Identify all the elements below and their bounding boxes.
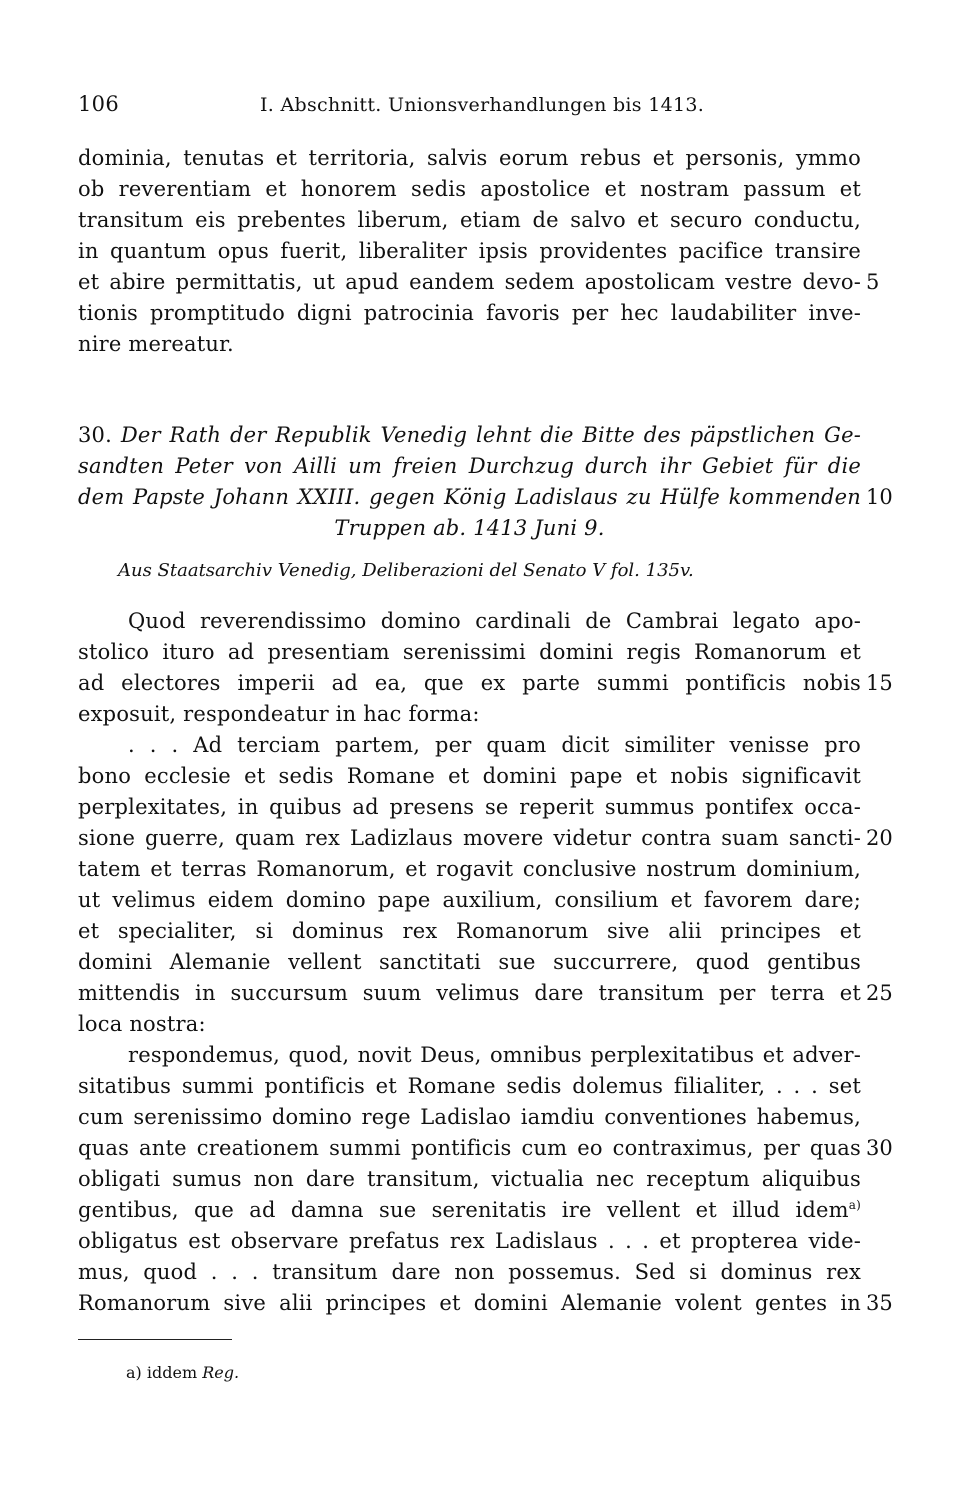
document-number: 30. (78, 423, 112, 447)
text-line: ob reverentiam et honorem sedis apostolice et nostram passum et (78, 177, 861, 201)
page-header (78, 92, 878, 122)
text-line: perplexitates, in quibus ad presens se reperit summus pontifex occa- (78, 795, 861, 819)
line-number: 30 (866, 1136, 893, 1160)
footnote-source: Reg. (202, 1363, 240, 1382)
footnote-rule (78, 1339, 232, 1340)
text-line: ut velimus eidem domino pape auxilium, consilium et favorem dare; (78, 888, 861, 912)
text-line: et abire permittatis, ut apud eandem sedem apostolicam vestre devo- (78, 270, 861, 294)
text-line: respondemus, quod, novit Deus, omnibus perplexitatibus et adver- (128, 1043, 861, 1067)
line-number: 20 (866, 826, 893, 850)
text-line: transitum eis prebentes liberum, etiam de salvo et securo conductu, (78, 208, 861, 232)
text-line: Romanorum sive alii principes et domini Alemanie volent gentes in (78, 1291, 861, 1315)
line-number: 5 (866, 270, 880, 294)
text-line: mittendis in succursum suum velimus dare transitum per terra et (78, 981, 861, 1005)
text-line: loca nostra: (78, 1012, 206, 1036)
running-title: I. Abschnitt. Unionsverhandlungen bis 1413. (260, 94, 705, 116)
text-line (78, 1195, 861, 1226)
text-line: ad electores imperii ad ea, que ex parte summi pontificis nobis (78, 671, 861, 695)
heading-line: Truppen ab. 1413 Juni 9. (334, 516, 605, 540)
text-line: bono ecclesie et sedis Romane et domini pape et nobis significavit (78, 764, 861, 788)
text-line: tatem et terras Romanorum, et rogavit conclusive nostrum dominium, (78, 857, 861, 881)
text-line: Quod reverendissimo domino cardinali de Cambrai legato apo- (128, 609, 861, 633)
heading-line: dem Papste Johann XXIII. gegen König Ladislaus zu Hülfe kommenden (78, 485, 861, 509)
text-line: . . . Ad terciam partem, per quam dicit similiter venisse pro (128, 733, 861, 757)
heading-text: Der Rath der Republik Venedig lehnt die Bitte des päpstlichen Ge- (120, 423, 861, 447)
line-number: 35 (866, 1291, 893, 1315)
text-line: stolico ituro ad presentiam serenissimi domini regis Romanorum et (78, 640, 861, 664)
text-line: domini Alemanie vellent sanctitati sue succurrere, quod gentibus (78, 950, 861, 974)
heading-line (78, 420, 861, 451)
footnote (126, 1360, 526, 1386)
footnote-marker: a) (126, 1363, 142, 1382)
footnote-marker: a) (848, 1198, 861, 1212)
text-line: quas ante creationem summi pontificis cum eo contraximus, per quas (78, 1136, 861, 1160)
text-line: tionis promptitudo digni patrocinia favoris per hec laudabiliter inve- (78, 301, 861, 325)
line-number: 25 (866, 981, 893, 1005)
text-line: obligatus est observare prefatus rex Ladislaus . . . et propterea vide- (78, 1229, 861, 1253)
line-number: 10 (866, 485, 893, 509)
text-line: mus, quod . . . transitum dare non possemus. Sed si dominus rex (78, 1260, 861, 1284)
archive-source: Aus Staatsarchiv Venedig, Deliberazioni del Senato V fol. 135v. (118, 560, 694, 581)
text-line: sitatibus summi pontificis et Romane sedis dolemus filialiter, . . . set (78, 1074, 861, 1098)
page-number: 106 (78, 92, 119, 116)
text-line: in quantum opus fuerit, liberaliter ipsis providentes pacifice transire (78, 239, 861, 263)
line-number: 15 (866, 671, 893, 695)
heading-line: sandten Peter von Ailli um freien Durchzug durch ihr Gebiet für die (78, 454, 861, 478)
text-line: cum serenissimo domino rege Ladislao iamdiu conventiones habemus, (78, 1105, 861, 1129)
text-line: obligati sumus non dare transitum, victualia nec receptum aliquibus (78, 1167, 861, 1191)
text-line: et specialiter, si dominus rex Romanorum sive alii principes et (78, 919, 861, 943)
text-run: gentibus, que ad damna sue serenitatis ire vellent et illud idem (78, 1198, 849, 1222)
text-line: exposuit, respondeatur in hac forma: (78, 702, 480, 726)
text-line: dominia, tenutas et territoria, salvis eorum rebus et personis, ymmo (78, 146, 861, 170)
text-line: nire mereatur. (78, 332, 234, 356)
text-line: sione guerre, quam rex Ladizlaus movere videtur contra suam sancti- (78, 826, 861, 850)
footnote-text: iddem (146, 1363, 198, 1382)
